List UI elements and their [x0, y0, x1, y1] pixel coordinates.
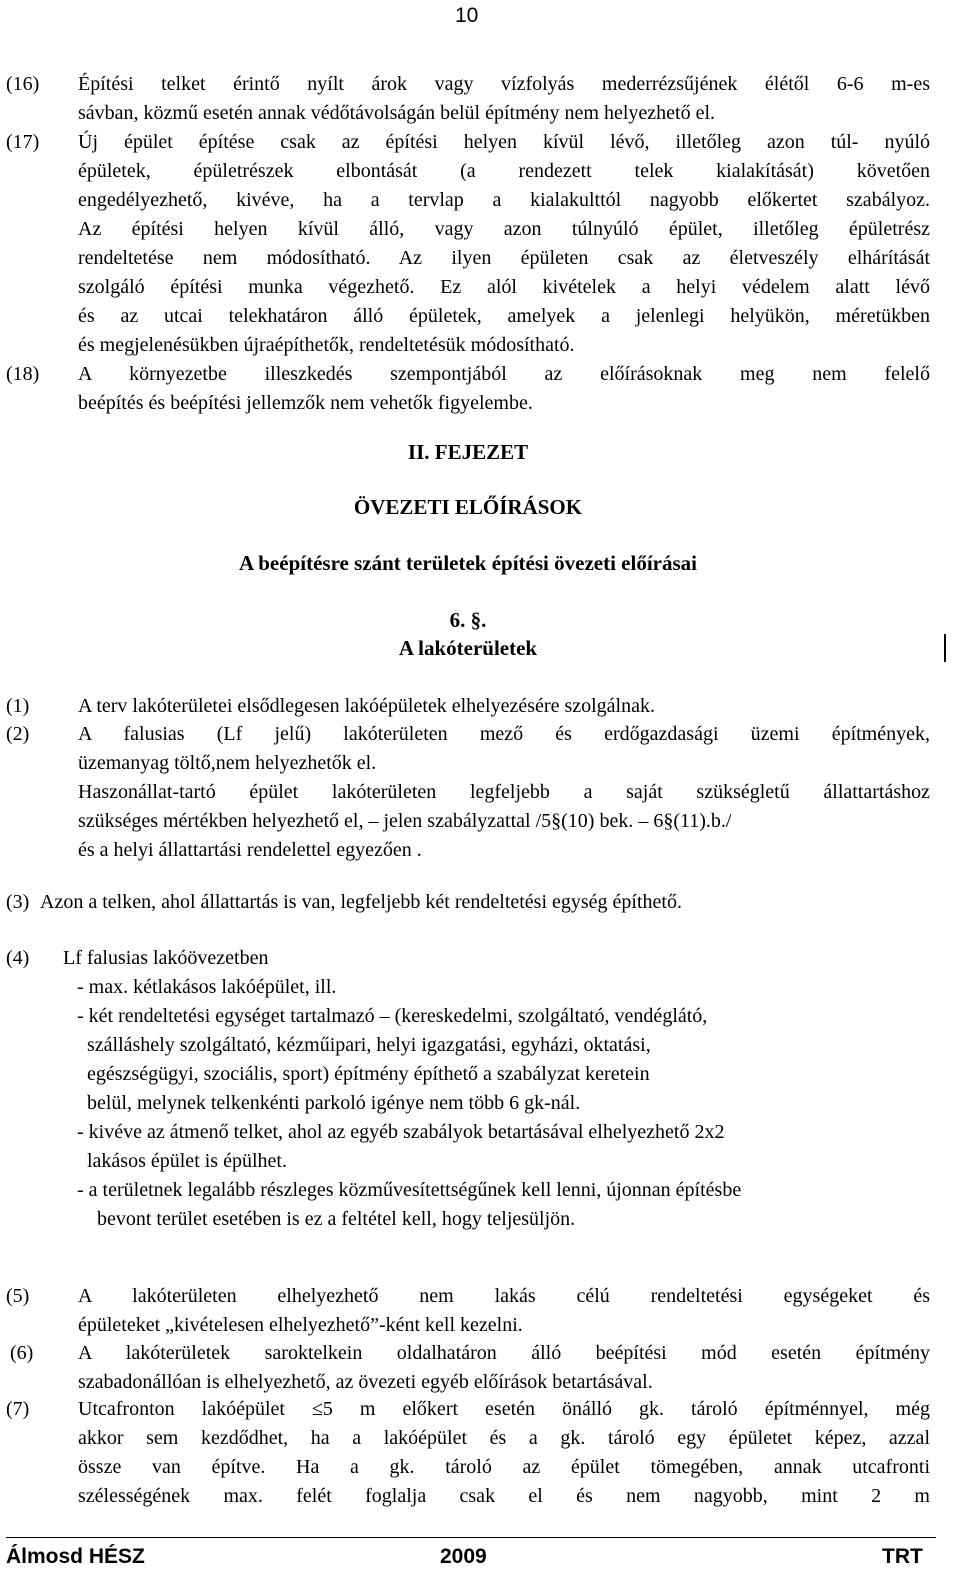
list-item: - két rendeltetési egységet tartalmazó – (kereskedelmi, szolgáltató, vendéglátó, [77, 1005, 708, 1027]
text-line: és a helyi állattartási rendelettel egyezően . [78, 839, 422, 861]
paragraph-16 [6, 70, 930, 128]
page-number: 10 [455, 4, 479, 27]
text-line: szélességének max. felét foglalja csak el és nem nagyobb, mint 2 m [78, 1485, 930, 1507]
text-line: Haszonállat-tartó épület lakóterületen legfeljebb a saját szükségletű állattartáshoz [78, 781, 930, 803]
paragraph-18 [6, 360, 930, 418]
section-6 [6, 1339, 930, 1397]
footer-left: Álmosd HÉSZ [6, 1545, 145, 1568]
text-line: beépítés és beépítési jellemzők nem vehetők figyelembe. [78, 392, 533, 414]
text-line: A lakóterületen elhelyezhető nem lakás célú rendeltetési egységeket és [78, 1285, 930, 1307]
footer-divider [6, 1537, 936, 1538]
section-number: 6. §. [449, 608, 487, 632]
text-line: épületeket „kivételesen elhelyezhető”-ként kell kezelni. [78, 1314, 523, 1336]
text-line: A lakóterületek saroktelkein oldalhatáron álló beépítési mód esetén építmény [78, 1342, 930, 1364]
paragraph-number: (18) [6, 363, 40, 385]
paragraph-number: (1) [6, 695, 30, 717]
section-2 [6, 720, 930, 865]
paragraph-number: (7) [6, 1398, 30, 1420]
text-line: sávban, közmű esetén annak védőtávolságán belül építmény nem helyezhető el. [78, 102, 716, 124]
text-line: akkor sem kezdődhet, ha a lakóépület és a gk. tároló egy épületet képez, azzal [78, 1427, 930, 1449]
text-line: szálláshely szolgáltató, kézműipari, helyi igazgatási, egyházi, oktatási, [87, 1034, 651, 1056]
text-line: Építési telket érintő nyílt árok vagy vízfolyás mederrézsűjének élétől 6-6 m-es [78, 73, 930, 95]
list-item: - kivéve az átmenő telket, ahol az egyéb szabályok betartásával elhelyezhető 2x2 [77, 1121, 725, 1143]
paragraph-number: (5) [6, 1285, 30, 1307]
chapter-heading: II. FEJEZET [407, 440, 529, 464]
text-line: szolgáló építési munka végezhető. Ez alól kivételek a helyi védelem alatt lévő [78, 276, 930, 298]
paragraph-number: (17) [6, 131, 40, 153]
text-line: össze van építve. Ha a gk. tároló az épület tömegében, annak utcafronti [78, 1456, 930, 1478]
text-line: A környezetbe illeszkedés szempontjából az előírásoknak meg nem felelő [78, 363, 930, 385]
footer-year: 2009 [440, 1545, 487, 1568]
zone-rules-heading: ÖVEZETI ELŐÍRÁSOK [353, 495, 583, 519]
section-1 [6, 692, 930, 721]
text-line: és megjelenésükben újraépíthetők, rendeltetésük módosítható. [78, 334, 575, 356]
section-5 [6, 1282, 930, 1340]
text-line: Lf falusias lakóövezetben [63, 947, 269, 969]
list-item: - a területnek legalább részleges közművesítettségűnek kell lenni, újonnan építésbe [77, 1179, 742, 1201]
text-line: lakásos épület is épülhet. [87, 1150, 287, 1172]
text-line: épületek, épületrészek elbontását (a rendezett telek kialakítását) követően [78, 160, 930, 182]
text-line: engedélyezhető, kivéve, ha a tervlap a kialakulttól nagyobb előkertet szabályoz. [78, 189, 930, 211]
text-line: A terv lakóterületei elsődlegesen lakóépületek elhelyezésére szolgálnak. [78, 695, 655, 717]
section-7 [6, 1395, 930, 1511]
paragraph-number: (6) [10, 1342, 34, 1364]
text-line: Utcafronton lakóépület ≤5 m előkert esetén önálló gk. tároló építménnyel, még [78, 1398, 930, 1420]
paragraph-number: (3) [6, 891, 30, 913]
section-4 [6, 944, 930, 1234]
paragraph-number: (16) [6, 73, 40, 95]
footer-right: TRT [882, 1545, 923, 1568]
section-3 [6, 888, 930, 917]
text-line: bevont terület esetében is ez a feltétel kell, hogy teljesüljön. [97, 1208, 576, 1230]
subsection-title: A lakóterületek [398, 636, 538, 660]
text-line: üzemanyag töltő,nem helyezhetők el. [78, 752, 377, 774]
paragraph-number: (4) [6, 947, 30, 969]
section-title: A beépítésre szánt területek építési övezeti előírásai [239, 551, 697, 575]
text-line: rendeltetése nem módosítható. Az ilyen épületen csak az életveszély elhárítását [78, 247, 930, 269]
list-item: - max. kétlakásos lakóépület, ill. [77, 976, 337, 998]
text-line: A falusias (Lf jelű) lakóterületen mező és erdőgazdasági üzemi építmények, [78, 723, 930, 745]
text-line: egészségügyi, szociális, sport) építmény építhető a szabályzat keretein [87, 1063, 650, 1085]
text-line: és az utcai telekhatáron álló épületek, amelyek a jelenlegi helyükön, méretükben [78, 305, 930, 327]
paragraph-number: (2) [6, 723, 30, 745]
text-line: szabadonállóan is elhelyezhető, az övezeti egyéb előírások betartásával. [78, 1371, 653, 1393]
text-line: belül, melynek telkenkénti parkoló igénye nem több 6 gk-nál. [87, 1092, 581, 1114]
text-line: Új épület építése csak az építési helyen kívül lévő, illetőleg azon túl- nyúló [78, 131, 930, 153]
text-line: Az építési helyen kívül álló, vagy azon túlnyúló épület, illetőleg épületrész [78, 218, 930, 240]
revision-bar [944, 634, 946, 662]
paragraph-17 [6, 128, 930, 360]
text-line: szükséges mértékben helyezhető el, – jelen szabályzattal /5§(10) bek. – 6§(11).b./ [78, 810, 732, 832]
text-line: Azon a telken, ahol állattartás is van, legfeljebb két rendeltetési egység építhető. [40, 891, 682, 913]
